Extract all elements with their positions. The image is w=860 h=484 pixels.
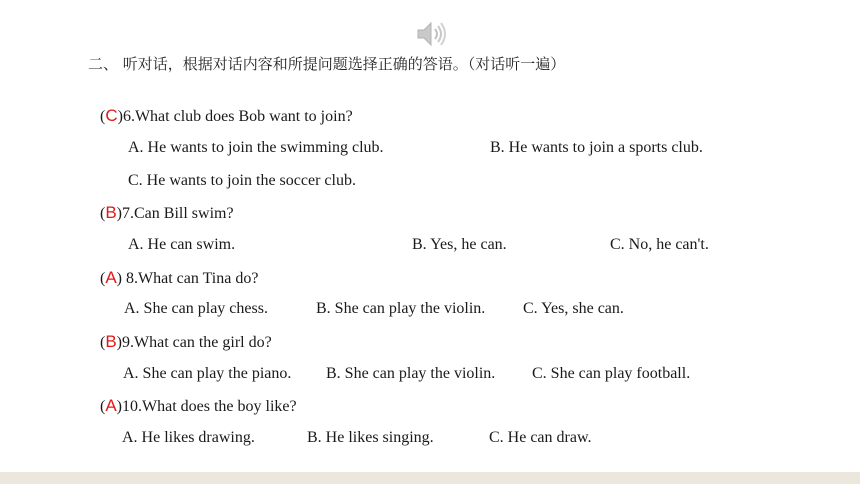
- option-c: C. He wants to join the soccer club.: [128, 172, 356, 189]
- question-text: ) 8.What can Tina do?: [116, 270, 259, 287]
- question-8: [100, 268, 258, 288]
- question-9: [100, 332, 272, 352]
- answer-mark: C: [105, 106, 118, 125]
- answer-mark: B: [105, 332, 117, 351]
- option-c: C. She can play football.: [532, 365, 691, 382]
- question-text: )10.What does the boy like?: [116, 398, 297, 415]
- answer-mark: A: [105, 268, 117, 287]
- paren-open: (: [100, 398, 106, 415]
- option-b: B. She can play the violin.: [326, 365, 496, 382]
- option-a: A. He likes drawing.: [122, 429, 255, 446]
- paren-open: (: [100, 270, 106, 287]
- option-b: B. He wants to join a sports club.: [490, 139, 703, 156]
- option-c: C. Yes, she can.: [523, 300, 624, 317]
- question-7: [100, 203, 234, 223]
- option-a: A. She can play the piano.: [123, 365, 292, 382]
- answer-mark: B: [105, 203, 117, 222]
- bottom-bar: [0, 472, 860, 484]
- option-b: B. She can play the violin.: [316, 300, 486, 317]
- section-heading: 二、 听对话，根据对话内容和所提问题选择正确的答语。（对话听一遍）: [88, 55, 566, 73]
- option-c: C. No, he can't.: [610, 236, 709, 253]
- paren-open: (: [100, 205, 106, 222]
- option-a: A. He can swim.: [128, 236, 236, 253]
- question-text: )9.What can the girl do?: [116, 334, 272, 351]
- option-b: B. He likes singing.: [307, 429, 434, 446]
- speaker-icon[interactable]: [416, 20, 450, 48]
- paren-open: (: [100, 108, 106, 125]
- option-a: A. She can play chess.: [124, 300, 268, 317]
- question-text: )6.What club does Bob want to join?: [117, 108, 353, 125]
- option-b: B. Yes, he can.: [412, 236, 507, 253]
- question-10: [100, 396, 297, 416]
- option-a: A. He wants to join the swimming club.: [128, 139, 384, 156]
- answer-mark: A: [105, 396, 117, 415]
- question-6: [100, 106, 353, 126]
- option-c: C. He can draw.: [489, 429, 592, 446]
- paren-open: (: [100, 334, 106, 351]
- question-text: )7.Can Bill swim?: [116, 205, 234, 222]
